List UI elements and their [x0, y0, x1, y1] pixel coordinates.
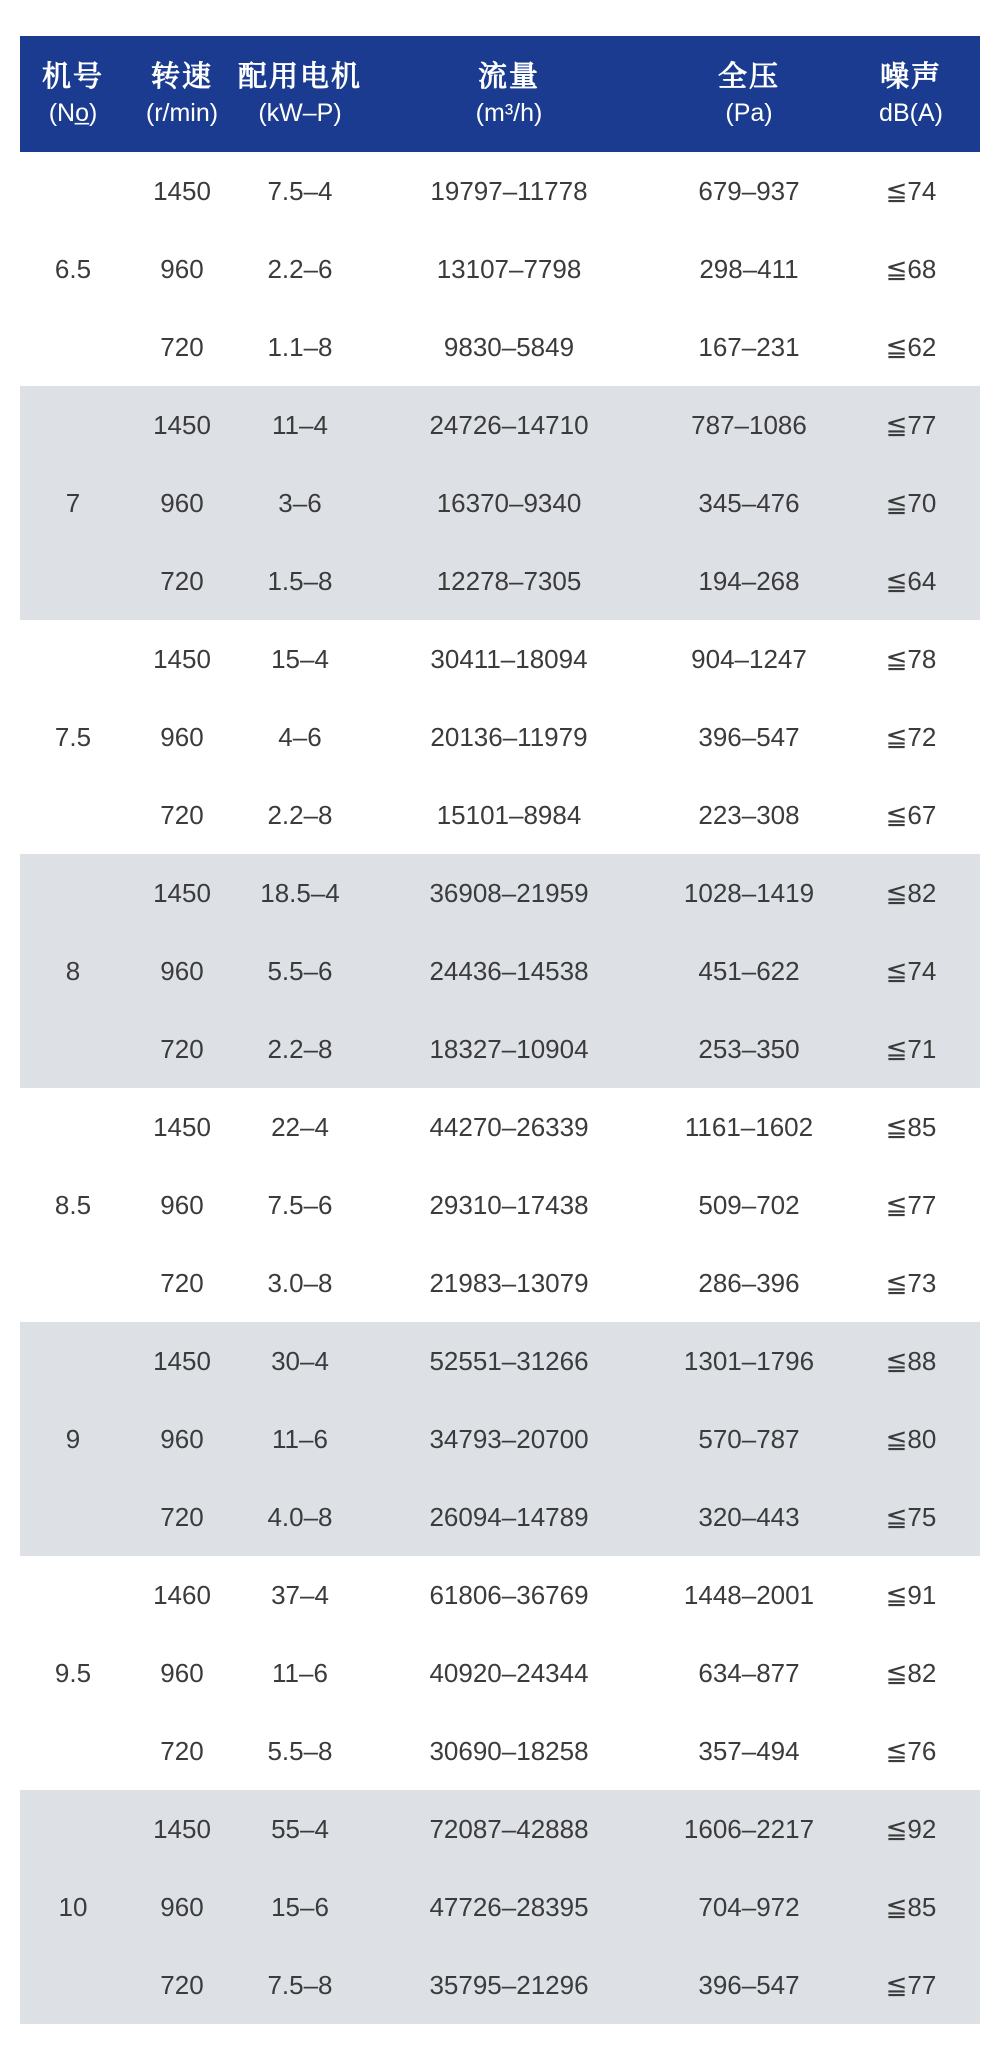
cell-pressure: 634–877 — [656, 1634, 842, 1712]
cell-noise: ≦74 — [842, 932, 980, 1010]
cell-noise: ≦74 — [842, 152, 980, 230]
cell-noise: ≦68 — [842, 230, 980, 308]
cell-pressure: 357–494 — [656, 1712, 842, 1790]
cell-speed: 1450 — [126, 152, 238, 230]
cell-noise: ≦67 — [842, 776, 980, 854]
cell-speed: 960 — [126, 1166, 238, 1244]
cell-motor: 7.5–8 — [238, 1946, 362, 2024]
cell-speed: 1450 — [126, 854, 238, 932]
col-title: 机号 — [41, 61, 104, 94]
cell-motor: 5.5–8 — [238, 1712, 362, 1790]
cell-speed: 960 — [126, 698, 238, 776]
cell-speed: 720 — [126, 308, 238, 386]
cell-speed: 720 — [126, 1712, 238, 1790]
cell-noise: ≦75 — [842, 1478, 980, 1556]
table-row — [20, 620, 980, 698]
cell-flow: 47726–28395 — [362, 1868, 656, 1946]
table-row — [20, 1478, 980, 1556]
cell-flow: 19797–11778 — [362, 152, 656, 230]
col-header-motor — [238, 36, 362, 152]
col-title: 配用电机 — [238, 61, 363, 94]
cell-flow: 35795–21296 — [362, 1946, 656, 2024]
cell-motor: 2.2–8 — [238, 1010, 362, 1088]
cell-flow: 72087–42888 — [362, 1790, 656, 1868]
col-header-speed — [126, 36, 238, 152]
fan-spec-table — [20, 36, 980, 2024]
group-7 — [20, 386, 980, 620]
table-row — [20, 230, 980, 308]
col-header-pressure — [656, 36, 842, 152]
col-title: 噪声 — [879, 61, 942, 94]
cell-speed: 1450 — [126, 1790, 238, 1868]
cell-noise: ≦85 — [842, 1088, 980, 1166]
table-row — [20, 1400, 980, 1478]
group-9-5 — [20, 1556, 980, 1790]
cell-model-no: 9.5 — [20, 1556, 126, 1790]
cell-motor: 11–4 — [238, 386, 362, 464]
cell-speed: 720 — [126, 1478, 238, 1556]
cell-noise: ≦78 — [842, 620, 980, 698]
cell-speed: 1450 — [126, 1322, 238, 1400]
table-row — [20, 854, 980, 932]
cell-noise: ≦73 — [842, 1244, 980, 1322]
cell-speed: 720 — [126, 776, 238, 854]
cell-speed: 960 — [126, 230, 238, 308]
cell-flow: 18327–10904 — [362, 1010, 656, 1088]
group-9 — [20, 1322, 980, 1556]
cell-model-no: 8 — [20, 854, 126, 1088]
table-row — [20, 1088, 980, 1166]
cell-motor: 3–6 — [238, 464, 362, 542]
cell-speed: 1450 — [126, 620, 238, 698]
cell-speed: 960 — [126, 1400, 238, 1478]
cell-motor: 15–6 — [238, 1868, 362, 1946]
cell-pressure: 787–1086 — [656, 386, 842, 464]
cell-pressure: 1028–1419 — [656, 854, 842, 932]
cell-pressure: 1301–1796 — [656, 1322, 842, 1400]
table-row — [20, 1010, 980, 1088]
cell-pressure: 167–231 — [656, 308, 842, 386]
cell-motor: 7.5–4 — [238, 152, 362, 230]
cell-noise: ≦76 — [842, 1712, 980, 1790]
cell-motor: 37–4 — [238, 1556, 362, 1634]
cell-pressure: 194–268 — [656, 542, 842, 620]
cell-flow: 52551–31266 — [362, 1322, 656, 1400]
col-unit: (r/min) — [145, 99, 219, 128]
cell-pressure: 451–622 — [656, 932, 842, 1010]
cell-model-no: 10 — [20, 1790, 126, 2024]
cell-flow: 13107–7798 — [362, 230, 656, 308]
table-row — [20, 464, 980, 542]
group-8-5 — [20, 1088, 980, 1322]
cell-flow: 24726–14710 — [362, 386, 656, 464]
cell-flow: 20136–11979 — [362, 698, 656, 776]
table-row — [20, 1322, 980, 1400]
cell-noise: ≦88 — [842, 1322, 980, 1400]
cell-flow: 15101–8984 — [362, 776, 656, 854]
cell-noise: ≦82 — [842, 1634, 980, 1712]
table-row — [20, 1634, 980, 1712]
cell-speed: 720 — [126, 542, 238, 620]
cell-motor: 1.5–8 — [238, 542, 362, 620]
table-row — [20, 1868, 980, 1946]
cell-model-no: 7.5 — [20, 620, 126, 854]
cell-noise: ≦64 — [842, 542, 980, 620]
cell-pressure: 1161–1602 — [656, 1088, 842, 1166]
cell-noise: ≦92 — [842, 1790, 980, 1868]
cell-motor: 18.5–4 — [238, 854, 362, 932]
cell-flow: 30690–18258 — [362, 1712, 656, 1790]
cell-motor: 4.0–8 — [238, 1478, 362, 1556]
cell-motor: 4–6 — [238, 698, 362, 776]
cell-flow: 61806–36769 — [362, 1556, 656, 1634]
cell-flow: 36908–21959 — [362, 854, 656, 932]
group-7-5 — [20, 620, 980, 854]
cell-speed: 960 — [126, 1634, 238, 1712]
col-title: 转速 — [150, 61, 213, 94]
table-row — [20, 1790, 980, 1868]
cell-speed: 960 — [126, 464, 238, 542]
cell-speed: 1460 — [126, 1556, 238, 1634]
table-row — [20, 1712, 980, 1790]
cell-flow: 24436–14538 — [362, 932, 656, 1010]
cell-flow: 21983–13079 — [362, 1244, 656, 1322]
cell-motor: 22–4 — [238, 1088, 362, 1166]
cell-motor: 1.1–8 — [238, 308, 362, 386]
cell-speed: 720 — [126, 1010, 238, 1088]
cell-motor: 11–6 — [238, 1400, 362, 1478]
cell-noise: ≦91 — [842, 1556, 980, 1634]
cell-pressure: 679–937 — [656, 152, 842, 230]
table-row — [20, 386, 980, 464]
cell-speed: 1450 — [126, 1088, 238, 1166]
cell-motor: 11–6 — [238, 1634, 362, 1712]
cell-noise: ≦71 — [842, 1010, 980, 1088]
cell-noise: ≦62 — [842, 308, 980, 386]
cell-motor: 15–4 — [238, 620, 362, 698]
col-title: 流量 — [477, 61, 540, 94]
group-6-5 — [20, 152, 980, 386]
cell-pressure: 509–702 — [656, 1166, 842, 1244]
cell-model-no: 7 — [20, 386, 126, 620]
group-10 — [20, 1790, 980, 2024]
cell-flow: 44270–26339 — [362, 1088, 656, 1166]
cell-speed: 960 — [126, 1868, 238, 1946]
col-header-noise — [842, 36, 980, 152]
table-row — [20, 308, 980, 386]
cell-flow: 29310–17438 — [362, 1166, 656, 1244]
cell-motor: 5.5–6 — [238, 932, 362, 1010]
cell-model-no: 6.5 — [20, 152, 126, 386]
cell-noise: ≦82 — [842, 854, 980, 932]
table-row — [20, 152, 980, 230]
table-row — [20, 698, 980, 776]
cell-noise: ≦85 — [842, 1868, 980, 1946]
cell-pressure: 253–350 — [656, 1010, 842, 1088]
cell-noise: ≦77 — [842, 386, 980, 464]
cell-flow: 16370–9340 — [362, 464, 656, 542]
cell-model-no: 8.5 — [20, 1088, 126, 1322]
table-row — [20, 1556, 980, 1634]
col-header-flow — [362, 36, 656, 152]
cell-motor: 30–4 — [238, 1322, 362, 1400]
cell-noise: ≦72 — [842, 698, 980, 776]
cell-motor: 55–4 — [238, 1790, 362, 1868]
col-unit: (Pa) — [725, 99, 773, 128]
cell-speed: 720 — [126, 1946, 238, 2024]
cell-pressure: 570–787 — [656, 1400, 842, 1478]
cell-motor: 2.2–6 — [238, 230, 362, 308]
cell-noise: ≦77 — [842, 1166, 980, 1244]
cell-model-no: 9 — [20, 1322, 126, 1556]
cell-pressure: 904–1247 — [656, 620, 842, 698]
cell-noise: ≦70 — [842, 464, 980, 542]
cell-flow: 40920–24344 — [362, 1634, 656, 1712]
cell-flow: 12278–7305 — [362, 542, 656, 620]
table-header — [20, 36, 980, 152]
col-unit: dB(A) — [879, 99, 943, 128]
table-row — [20, 776, 980, 854]
header-row — [20, 36, 980, 152]
cell-flow: 26094–14789 — [362, 1478, 656, 1556]
cell-noise: ≦77 — [842, 1946, 980, 2024]
cell-pressure: 286–396 — [656, 1244, 842, 1322]
col-unit: (kW–P) — [258, 99, 342, 128]
table-row — [20, 542, 980, 620]
cell-flow: 34793–20700 — [362, 1400, 656, 1478]
col-title: 全压 — [717, 61, 780, 94]
cell-pressure: 1448–2001 — [656, 1556, 842, 1634]
cell-motor: 3.0–8 — [238, 1244, 362, 1322]
cell-pressure: 298–411 — [656, 230, 842, 308]
cell-pressure: 320–443 — [656, 1478, 842, 1556]
table-row — [20, 1166, 980, 1244]
cell-pressure: 396–547 — [656, 698, 842, 776]
table-row — [20, 1946, 980, 2024]
cell-speed: 1450 — [126, 386, 238, 464]
table-row — [20, 932, 980, 1010]
cell-speed: 720 — [126, 1244, 238, 1322]
cell-pressure: 223–308 — [656, 776, 842, 854]
cell-pressure: 704–972 — [656, 1868, 842, 1946]
col-unit: (m³/h) — [475, 99, 543, 128]
col-header-model-no — [20, 36, 126, 152]
cell-flow: 9830–5849 — [362, 308, 656, 386]
cell-motor: 7.5–6 — [238, 1166, 362, 1244]
cell-motor: 2.2–8 — [238, 776, 362, 854]
cell-speed: 960 — [126, 932, 238, 1010]
table-row — [20, 1244, 980, 1322]
cell-flow: 30411–18094 — [362, 620, 656, 698]
cell-pressure: 396–547 — [656, 1946, 842, 2024]
cell-noise: ≦80 — [842, 1400, 980, 1478]
fan-spec-table-wrap — [20, 36, 980, 2024]
cell-pressure: 1606–2217 — [656, 1790, 842, 1868]
cell-pressure: 345–476 — [656, 464, 842, 542]
group-8 — [20, 854, 980, 1088]
col-unit: (No̲) — [48, 99, 98, 128]
